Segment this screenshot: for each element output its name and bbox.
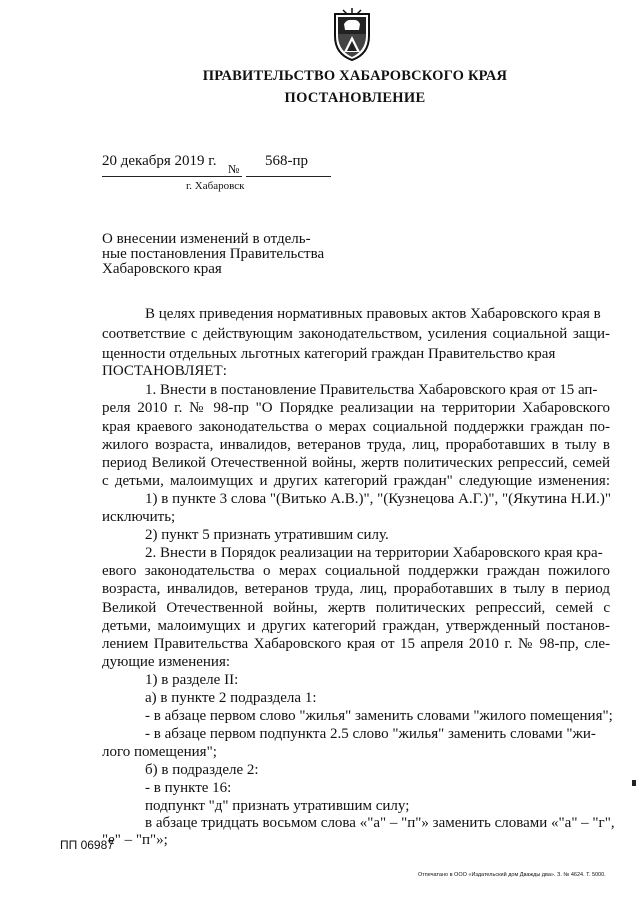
body-line: а) в пункте 2 подраздела 1: [145, 690, 317, 706]
body-line: евого законодательства о мерах социальной поддержки граждан пожилого [102, 563, 610, 579]
body-line: б) в подразделе 2: [145, 762, 259, 778]
body-line: 2) пункт 5 признать утратившим силу. [145, 527, 389, 543]
body-line: В целях приведения нормативных правовых актов Хабаровского края в [145, 306, 601, 322]
body-line: с детьми, малоимущих и других категорий граждан" следующие изменения: [102, 473, 610, 489]
body-line: 2. Внести в Порядок реализации на территории Хабаровского края кра- [145, 545, 603, 561]
body-line: лого помещения"; [102, 744, 217, 760]
body-line: период Великой Отечественной войны, жертв политических репрессий, семей [102, 455, 610, 471]
body-line: исключить; [102, 509, 176, 525]
body-line: жилого возраста, инвалидов, ветеранов труда, лиц, проработавших в тылу в [102, 437, 610, 453]
body-line: детьми, малоимущих и других категорий граждан, утвержденный постанов- [102, 618, 610, 634]
body-line: подпункт "д" признать утратившим силу; [145, 798, 410, 814]
body-line: соответствие с действующим законодательством, усиления социальной защи- [102, 326, 610, 342]
body-line: края краевого законодательства о мерах социальной поддержки граждан по- [102, 419, 610, 435]
document-place: г. Хабаровск [186, 180, 245, 192]
document-date: 20 декабря 2019 г. [102, 153, 217, 169]
document-number: 568-пр [265, 153, 309, 169]
body-line: реля 2010 г. № 98-пр "О Порядке реализации на территории Хабаровского [102, 400, 610, 416]
body-line: дующие изменения: [102, 654, 231, 670]
body-line: ПОСТАНОВЛЯЕТ: [102, 363, 227, 379]
number-underline [246, 176, 331, 177]
number-sign: № [228, 162, 240, 176]
document-type: ПОСТАНОВЛЕНИЕ [284, 90, 426, 106]
body-line: - в абзаце первом слово "жилья" заменить словами "жилого помещения"; [145, 708, 613, 724]
document-subject [102, 232, 342, 277]
body-line: "е" – "п"»; [102, 832, 168, 848]
scan-artifact [632, 780, 636, 786]
body-line: щенности отдельных льготных категорий граждан Правительство края [102, 346, 556, 362]
coat-of-arms-icon [331, 8, 373, 62]
subject-line: Хабаровского края [102, 261, 222, 277]
body-line: 1) в разделе II: [145, 672, 239, 688]
government-title: ПРАВИТЕЛЬСТВО ХАБАРОВСКОГО КРАЯ [202, 68, 508, 84]
body-line: Великой Отечественной войны, жертв политических репрессий, семей с [102, 600, 610, 616]
body-line: - в пункте 16: [145, 780, 232, 796]
body-line: 1) в пункте 3 слова "(Витько А.В.)", "(Кузнецова А.Г.)", "(Якутина Н.И.)" [145, 491, 612, 507]
body-line: в абзаце тридцать восьмом слова «"а" – "п"» заменить словами «"а" – "г", [145, 815, 615, 831]
subject-line: ные постановления Правительства [102, 246, 325, 262]
body-line: - в абзаце первом подпункта 2.5 слово "жилья" заменить словами "жи- [145, 726, 596, 742]
subject-line: О внесении изменений в отдель- [102, 231, 311, 247]
body-line: лением Правительства Хабаровского края от 15 апреля 2010 г. № 98-пр, сле- [102, 636, 610, 652]
footer-code: ПП 06987 [60, 838, 114, 852]
body-line: возраста, инвалидов, ветеранов труда, лиц, проработавших в тылу в период [102, 581, 610, 597]
date-underline [102, 176, 242, 177]
body-line: 1. Внести в постановление Правительства Хабаровского края от 15 ап- [145, 382, 598, 398]
printer-imprint: Отпечатано в ООО «Издательский дом Дважды два». З. № 4624. Т. 5000. [418, 872, 606, 878]
